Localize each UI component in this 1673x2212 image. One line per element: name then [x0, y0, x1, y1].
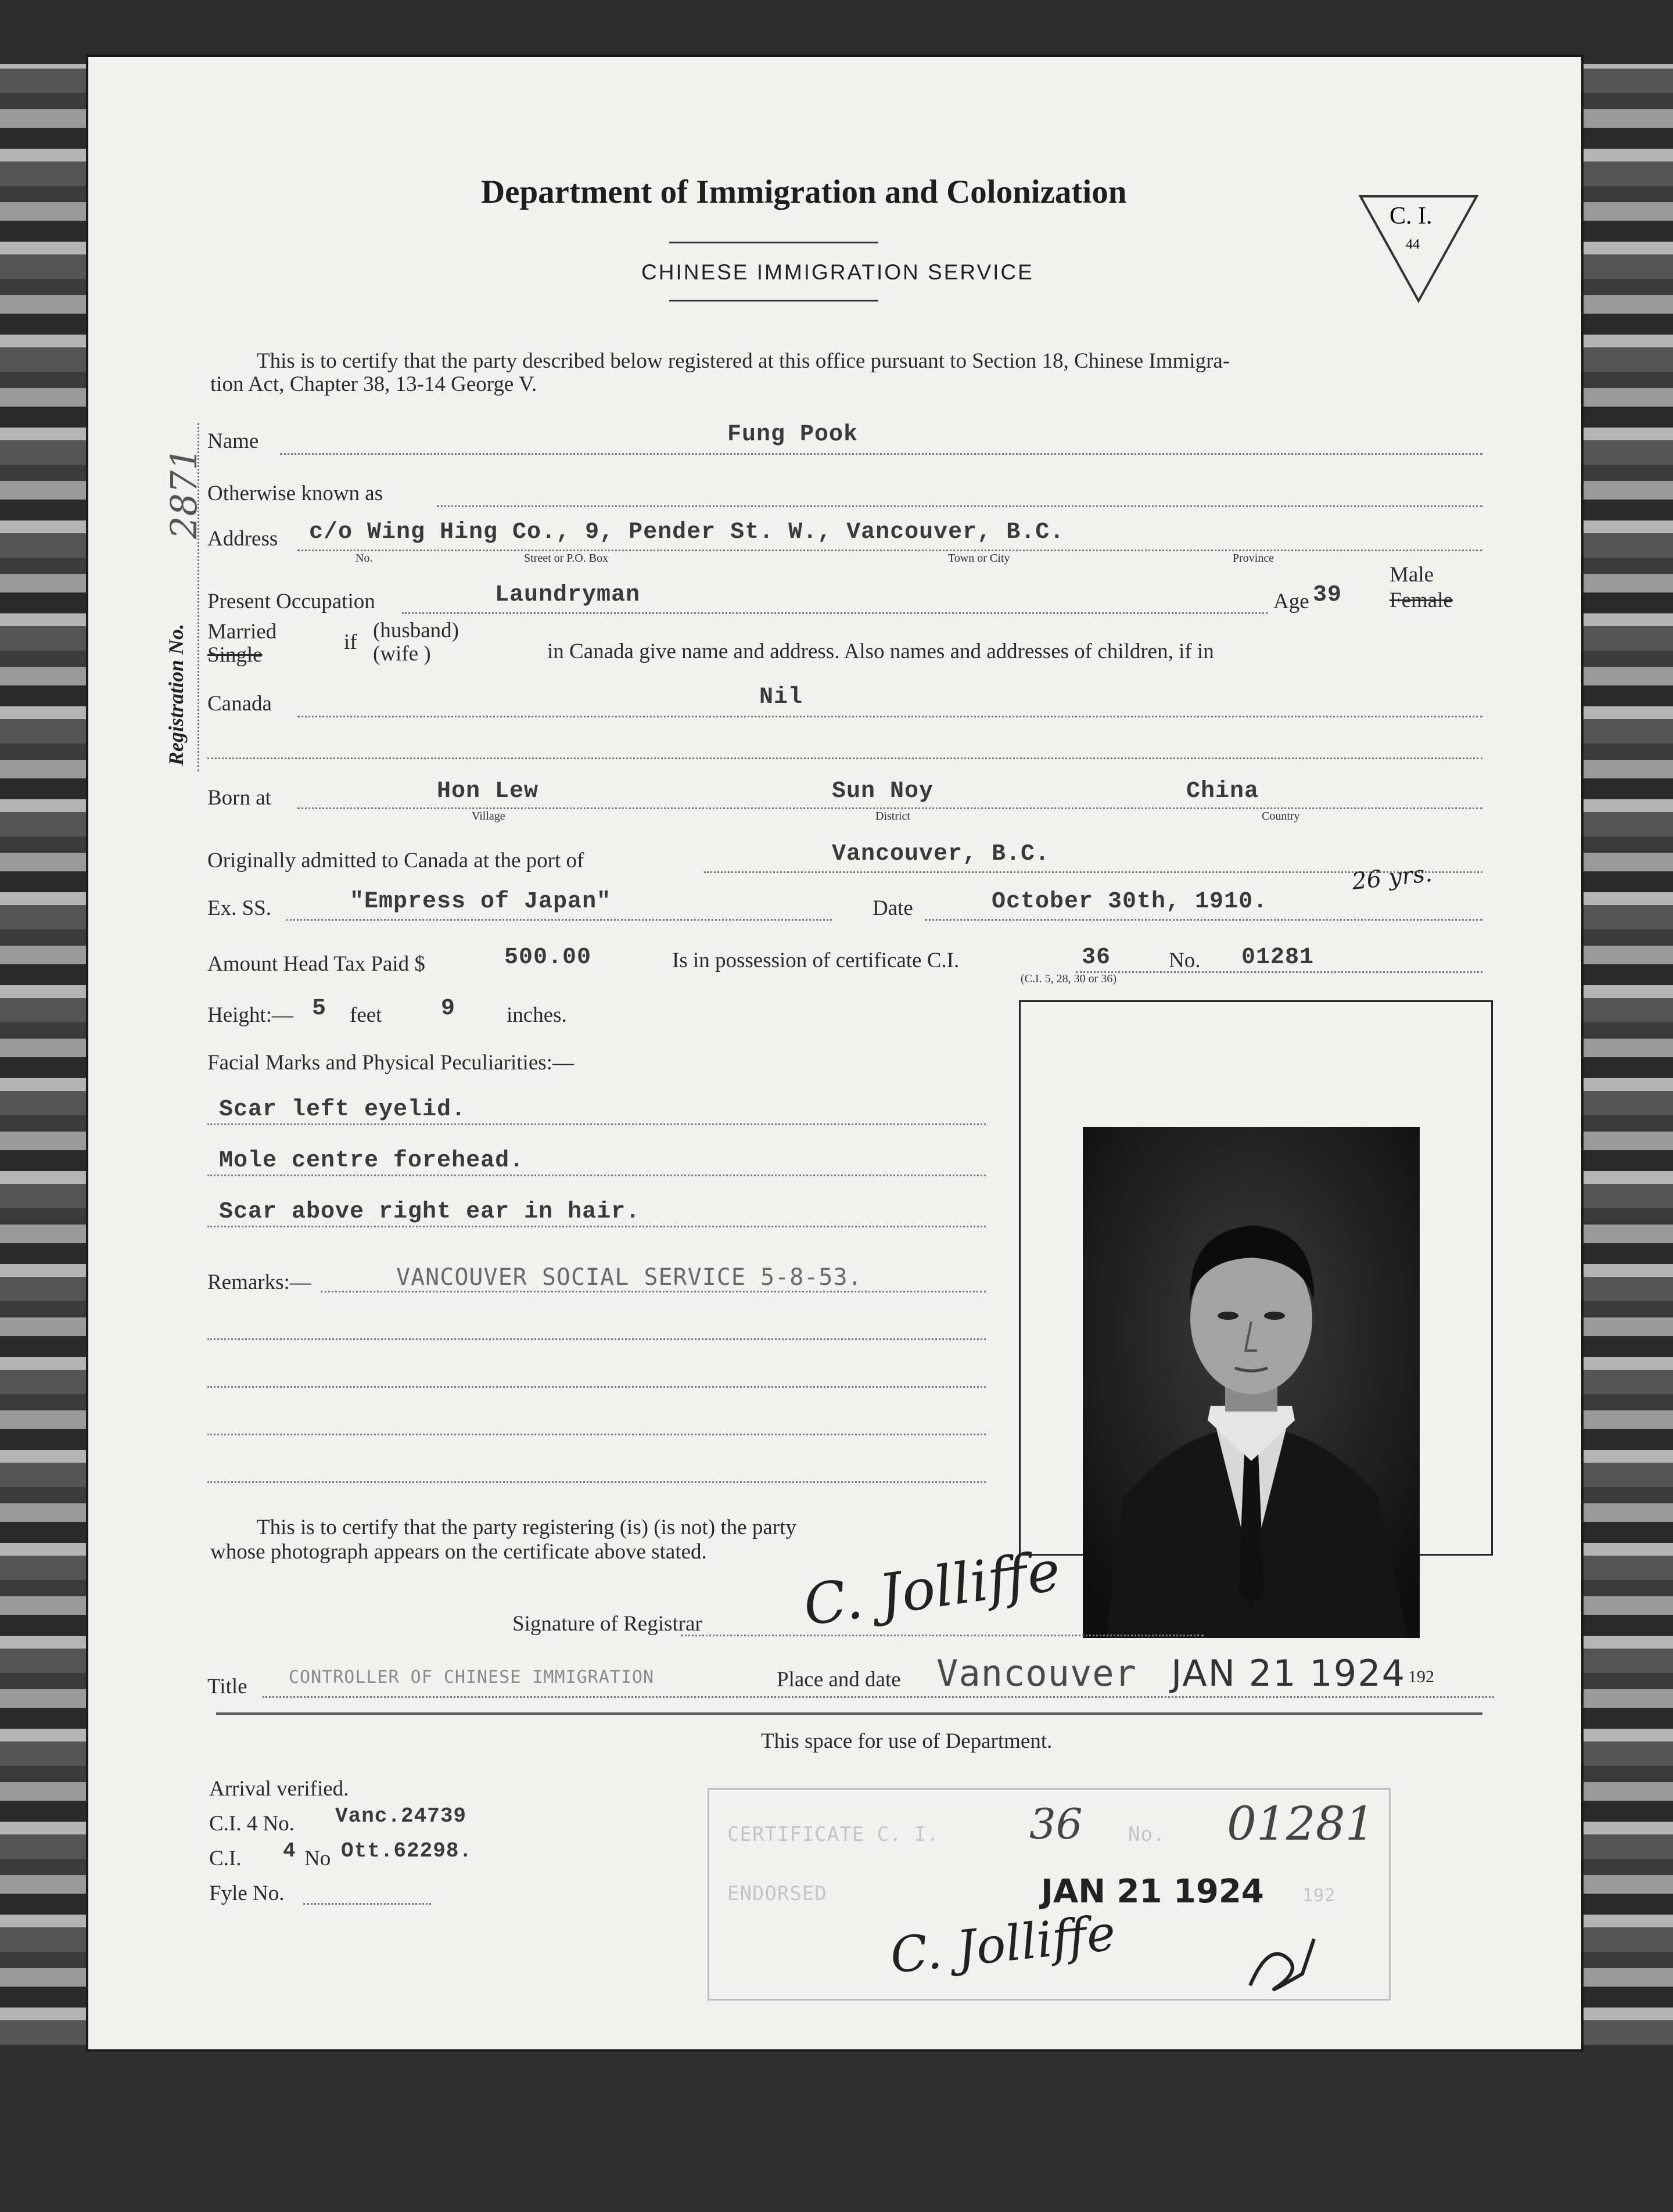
header-rule-bottom [669, 300, 878, 301]
arrival-label: Arrival verified. [209, 1777, 349, 1801]
occupation-value: Laundryman [495, 582, 641, 608]
mark-dots-2 [207, 1175, 986, 1176]
ship-label: Ex. SS. [207, 896, 272, 920]
place-date-label: Place and date [777, 1668, 901, 1692]
certify-text-line2: tion Act, Chapter 38, 13-14 George V. [210, 372, 537, 396]
canada-line-2 [207, 757, 1482, 759]
male-label: Male [1390, 563, 1434, 587]
date-line [925, 919, 1482, 921]
canada-value: Nil [759, 684, 803, 710]
department-space-label: This space for use of Department. [761, 1729, 1053, 1753]
remarks-line-2 [207, 1338, 986, 1340]
address-sub-street: Street or P.O. Box [524, 552, 608, 565]
address-line [297, 550, 1482, 551]
admitted-label: Originally admitted to Canada at the port of [207, 849, 584, 872]
certify-photo-line2: whose photograph appears on the certificate above stated. [210, 1540, 707, 1564]
ci-label: C.I. [209, 1847, 242, 1870]
ship-line [286, 919, 832, 921]
feet-label: feet [350, 1003, 382, 1027]
endorse-no-hand: 01281 [1227, 1797, 1375, 1851]
registration-number: 2871 [163, 447, 205, 539]
admitted-value: Vancouver, B.C. [832, 841, 1050, 867]
scanner-top-bar [0, 0, 1673, 64]
cert-line [1076, 971, 1482, 973]
title-value: CONTROLLER OF CHINESE IMMIGRATION [289, 1667, 655, 1687]
single-label: Single [207, 643, 263, 667]
initials-mark [1244, 1933, 1320, 1997]
address-label: Address [207, 527, 278, 551]
registrant-photograph [1083, 1127, 1420, 1638]
fyle-line [303, 1903, 431, 1905]
if-label: if [344, 630, 357, 654]
tax-label: Amount Head Tax Paid $ [207, 952, 425, 976]
ci-value: Ott.62298. [341, 1839, 473, 1863]
canada-label: Canada [207, 692, 272, 716]
village-sub: Village [472, 810, 505, 823]
remarks-line-1 [321, 1291, 986, 1292]
remarks-line-3 [207, 1386, 986, 1388]
date-note: 26 yrs. [1350, 860, 1434, 896]
title-label: Title [207, 1675, 247, 1699]
height-feet: 5 [312, 996, 327, 1022]
mark-line-2: Mole centre forehead. [219, 1148, 525, 1174]
possession-label: Is in possession of certificate C.I. [672, 949, 960, 972]
age-value: 39 [1313, 582, 1342, 608]
service-title: CHINESE IMMIGRATION SERVICE [641, 260, 1034, 284]
date-stamp: JAN 21 1924 [1171, 1652, 1406, 1694]
ci4-label: C.I. 4 No. [209, 1812, 295, 1836]
female-label: Female [1390, 588, 1453, 612]
address-sub-province: Province [1233, 552, 1275, 565]
cert-no-label: No. [1169, 949, 1201, 972]
year-prefix: 192 [1408, 1667, 1434, 1686]
department-title: Department of Immigration and Colonization [481, 174, 1127, 210]
endorse-ci-hand: 36 [1029, 1800, 1083, 1848]
mark-line-1: Scar left eyelid. [219, 1097, 466, 1123]
date-label: Date [873, 896, 913, 920]
born-label: Born at [207, 786, 271, 810]
district-value: Sun Noy [832, 778, 934, 805]
address-sub-town: Town or City [948, 552, 1010, 565]
cert-ci-sub: (C.I. 5, 28, 30 or 36) [1021, 972, 1116, 985]
certify-photo-line1: This is to certify that the party registering (is) (is not) the party [257, 1516, 796, 1539]
remarks-line-4 [207, 1434, 986, 1435]
ci-no-label: No [304, 1847, 331, 1870]
date-value: October 30th, 1910. [992, 889, 1268, 915]
country-value: China [1186, 778, 1259, 805]
ci4-value: Vanc.24739 [335, 1804, 467, 1828]
marks-label: Facial Marks and Physical Peculiarities:— [207, 1051, 574, 1075]
mark-line-3: Scar above right ear in hair. [219, 1199, 641, 1225]
form-number: 44 [1406, 237, 1420, 252]
endorse-endorsed-label: ENDORSED [727, 1882, 827, 1905]
wife-label: (wife ) [373, 642, 431, 666]
district-sub: District [875, 810, 910, 823]
otherwise-label: Otherwise known as [207, 482, 383, 505]
born-line [297, 807, 1482, 809]
certify-text-line1: This is to certify that the party described below registered at this office pursuant to Section 18, Chinese Immigra- [257, 349, 1230, 373]
cert-ci-value: 36 [1082, 945, 1111, 971]
place-value: Vancouver [936, 1652, 1137, 1694]
department-divider [216, 1712, 1482, 1715]
signature-line [681, 1635, 1204, 1636]
endorse-no-label: No. [1128, 1823, 1166, 1846]
canada-instructions: in Canada give name and address. Also names and addresses of children, if in [547, 640, 1214, 663]
inches-label: inches. [507, 1003, 567, 1027]
remarks-value: VANCOUVER SOCIAL SERVICE 5-8-53. [396, 1264, 863, 1291]
signature-label: Signature of Registrar [512, 1612, 702, 1636]
registration-label: Registration No. [164, 623, 188, 766]
endorse-signature: C. Jolliffe [887, 1904, 1118, 1985]
endorse-year-prefix: 192 [1302, 1886, 1336, 1906]
scanner-bottom-bar [0, 2045, 1673, 2212]
certificate-paper [88, 57, 1581, 2049]
fyle-label: Fyle No. [209, 1881, 285, 1905]
tax-value: 500.00 [504, 945, 592, 971]
height-label: Height:— [207, 1003, 293, 1027]
registration-dotline [198, 423, 199, 771]
married-label: Married [207, 620, 277, 644]
remarks-line-5 [207, 1481, 986, 1483]
name-value: Fung Pook [727, 422, 859, 448]
height-inches: 9 [441, 996, 456, 1022]
title-line [263, 1696, 1494, 1698]
mark-dots-3 [207, 1226, 986, 1227]
village-value: Hon Lew [437, 778, 539, 805]
endorse-certificate-label: CERTIFICATE C. I. [727, 1823, 939, 1846]
address-sub-no: No. [356, 552, 373, 565]
form-code: C. I. [1390, 203, 1433, 229]
header-rule-top [669, 242, 878, 243]
mark-dots-1 [207, 1123, 986, 1125]
canada-line-1 [297, 716, 1482, 717]
country-sub: Country [1262, 810, 1300, 823]
husband-label: (husband) [373, 619, 459, 642]
remarks-label: Remarks:— [207, 1270, 311, 1294]
name-line [280, 453, 1482, 455]
age-label: Age [1273, 590, 1309, 613]
ci-num: 4 [283, 1839, 296, 1863]
ship-value: "Empress of Japan" [350, 889, 612, 915]
cert-no-value: 01281 [1241, 945, 1315, 971]
address-value: c/o Wing Hing Co., 9, Pender St. W., Vancouver, B.C. [309, 519, 1065, 545]
endorse-date: JAN 21 1924 [1041, 1873, 1264, 1911]
occupation-label: Present Occupation [207, 590, 375, 613]
registrar-signature: C. Jolliffe [799, 1538, 1064, 1639]
occupation-line [402, 612, 1268, 614]
name-label: Name [207, 429, 259, 453]
otherwise-line [437, 505, 1482, 507]
